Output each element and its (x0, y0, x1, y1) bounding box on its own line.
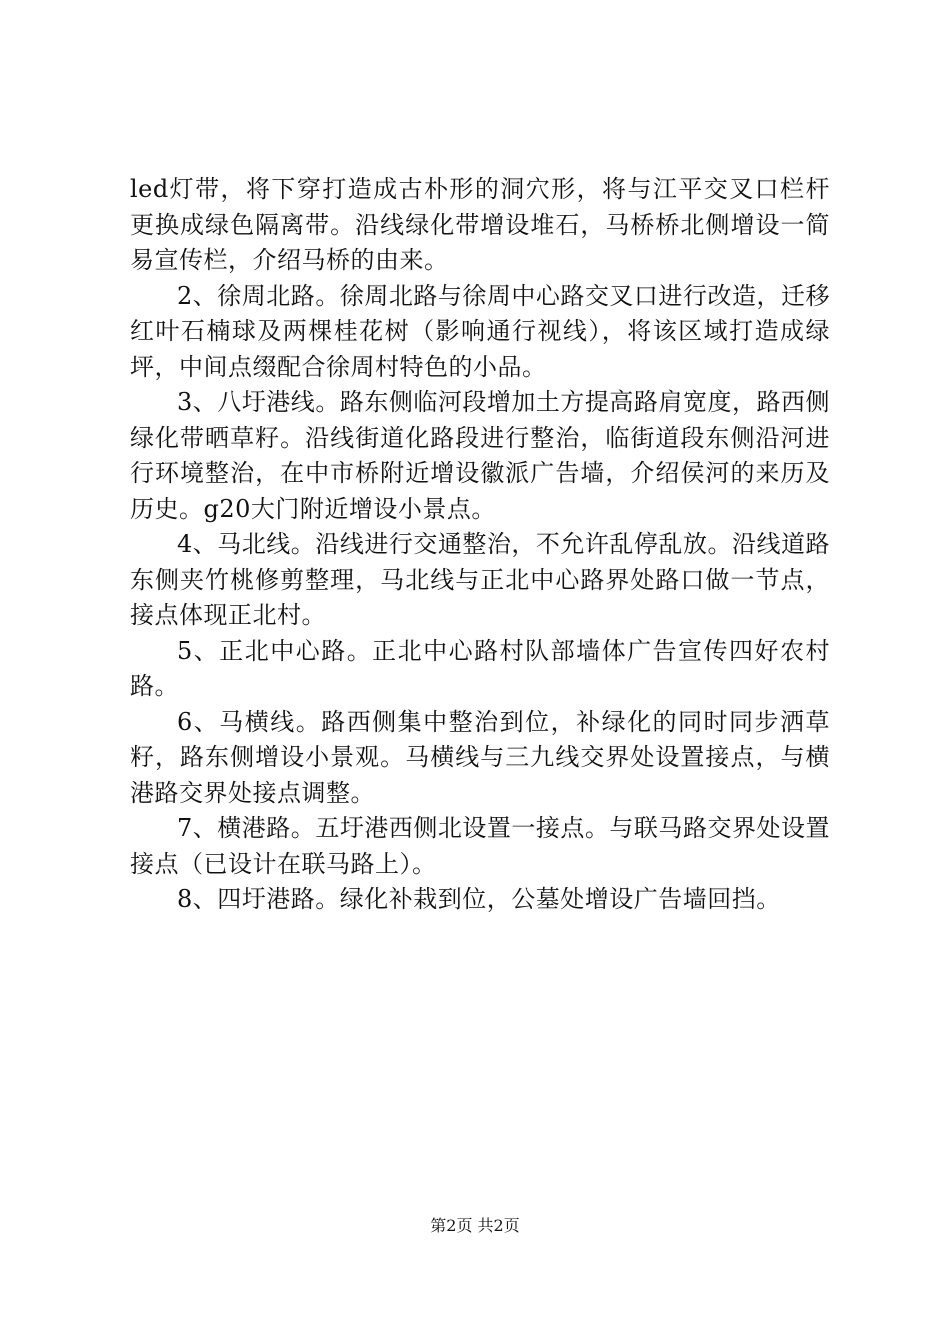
paragraph-item-3: 3、八圩港线。路东侧临河段增加土方提高路肩宽度，路西侧绿化带晒草籽。沿线街道化路段进行整治，临街道段东侧沿河进行环境整治，在中市桥附近增设徽派广告墙，介绍侯河的来历及历史。g20大门附近增设小景点。 (130, 388, 830, 523)
paragraph-item-7: 7、横港路。五圩港西侧北设置一接点。与联马路交界处设置接点（已设计在联马路上）。 (130, 814, 830, 878)
page-number-footer: 第2页 共2页 (430, 1216, 520, 1235)
paragraph-item-8: 8、四圩港路。绿化补栽到位，公墓处增设广告墙回挡。 (177, 885, 781, 913)
paragraph-item-4: 4、马北线。沿线进行交通整治，不允许乱停乱放。沿线道路东侧夹竹桃修剪整理，马北线与正北中心路界处路口做一节点，接点体现正北村。 (130, 530, 830, 629)
document-body (130, 172, 830, 918)
paragraph-item-5: 5、正北中心路。正北中心路村队部墙体广告宣传四好农村路。 (130, 636, 830, 700)
paragraph-continuation: led灯带，将下穿打造成古朴形的洞穴形，将与江平交叉口栏杆更换成绿色隔离带。沿线绿化带增设堆石，马桥桥北侧增设一简易宣传栏，介绍马桥的由来。 (130, 175, 830, 274)
paragraph-item-2: 2、徐周北路。徐周北路与徐周中心路交叉口进行改造，迁移红叶石楠球及两棵桂花树（影响通行视线），将该区域打造成绿坪，中间点缀配合徐周村特色的小品。 (130, 281, 830, 381)
paragraph-item-6: 6、马横线。路西侧集中整治到位，补绿化的同时同步洒草籽，路东侧增设小景观。马横线与三九线交界处设置接点，与横港路交界处接点调整。 (130, 707, 830, 807)
